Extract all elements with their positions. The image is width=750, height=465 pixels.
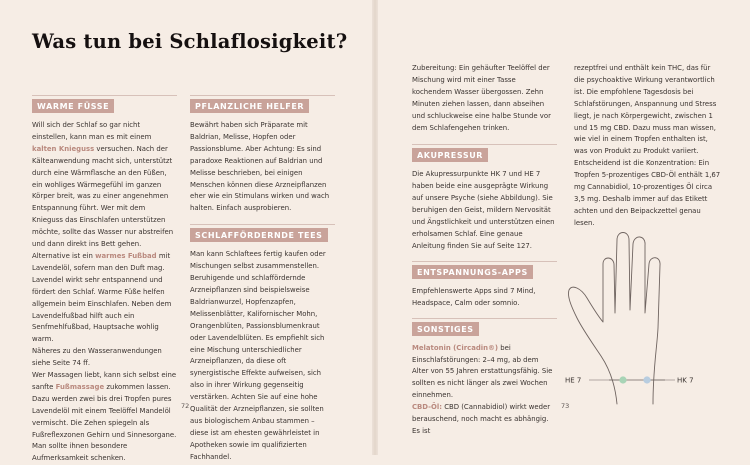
paragraph-akupressur: Die Akupressurpunkte HK 7 und HE 7 haben beide eine ausgeprägte Wirkung auf unsere Psyche (siehe Abbildung). Sie beruhigen den Geist, mildern Nervosität und Ängstlichkeit und unterstützen einen erholsamen Schlaf. Eine genaue Anleitung finden Sie auf Seite 127. bbox=[412, 170, 555, 250]
heading-akupressur: AKUPRESSUR bbox=[412, 148, 488, 162]
highlight-knieguss: kalten Knieguss bbox=[32, 144, 95, 153]
heading-schlaffoerdernde-tees: SCHLAFFÖRDERNDE TEES bbox=[190, 228, 328, 242]
paragraph-fussbad: Alternative ist ein warmes Fußbad mit Lavendelöl, sofern man den Duft mag. Lavendel wirkt sehr entspannend und fördert den Schlaf. Warme Füße helfen allgemein beim Einschlafen. Neben dem Lavendelfußbad hilft auch ein Senfmehlfußbad, Hauptsache wohlig warm. bbox=[32, 251, 172, 344]
page-number-right: 73 bbox=[561, 402, 570, 410]
heading-entspannungs-apps: ENTSPANNUNGS-APPS bbox=[412, 265, 533, 279]
label-hk7: HK 7 bbox=[677, 376, 694, 385]
paragraph-reference: Näheres zu den Wasseranwendungen siehe Seite 74 ff. bbox=[32, 347, 162, 368]
section-rule bbox=[412, 261, 557, 262]
paragraph-entspannungs-apps: Empfehlenswerte Apps sind 7 Mind, Headspace, Calm oder somnio. bbox=[412, 286, 536, 307]
book-gutter bbox=[372, 0, 378, 455]
paragraph-melatonin: Melatonin (Circadin®) bei Einschlafstörungen: 2–4 mg, ab dem Alter von 55 Jahren erstattungsfähig. Sie sollten es nicht länger als zwei Wochen einnehmen. bbox=[412, 343, 553, 400]
section-rule bbox=[412, 144, 557, 145]
paragraph-cbd: CBD-Öl: CBD (Cannabidiol) wirkt weder berauschend, noch macht es abhängig. Es ist bbox=[412, 403, 551, 435]
column-akupressur-apps bbox=[412, 63, 557, 438]
section-rule bbox=[190, 224, 335, 225]
highlight-fussbad: warmes Fußbad bbox=[95, 251, 157, 260]
paragraph-fussmassage: Wer Massagen liebt, kann sich selbst eine sanfte Fußmassage zukommen lassen. Dazu werden zwei bis drei Tropfen pures Lavendelöl mit einem Teelöffel Mandelöl vermischt. Die Zehen spiegeln als Fußreflexzonen Gehirn und Sinnesorgane. Man sollte ihnen besondere Aufmerksamkeit schenken. bbox=[32, 371, 177, 463]
page-title: Was tun bei Schlaflosigkeit? bbox=[32, 30, 348, 53]
section-rule bbox=[190, 95, 335, 96]
label-he7: HE 7 bbox=[565, 376, 582, 385]
highlight-melatonin: Melatonin (Circadin®) bbox=[412, 343, 499, 352]
paragraph-knieguss: Will sich der Schlaf so gar nicht einstellen, kann man es mit einem kalten Knieguss versuchen. Nach der Kälteanwendung macht sich, unterstützt durch eine Wärmflasche an den Füßen, ein wohliges Wärmegefühl im ganzen Körper breit, was zu einer angenehmen Entspannung führt. Wer mit dem Knieguss das Einschlafen unterstützen möchte, sollte das Wasser nur abstreifen und dann direkt ins Bett gehen. bbox=[32, 121, 174, 249]
column-helfer-tees bbox=[190, 95, 335, 464]
paragraph-zubereitung: Zubereitung: Ein gehäufter Teelöffel der Mischung wird mit einer Tasse kochendem Wasser übergossen. Zehn Minuten ziehen lassen, dann abseihen und schluckweise eine halbe Stunde vor dem Schlafengehen trinken. bbox=[412, 64, 551, 132]
highlight-fussmassage: Fußmassage bbox=[55, 382, 105, 391]
heading-pflanzliche-helfer: PFLANZLICHE HELFER bbox=[190, 99, 309, 113]
section-rule bbox=[32, 95, 177, 96]
section-rule bbox=[412, 318, 557, 319]
page-number-left: 72 bbox=[181, 402, 190, 410]
hand-acupressure-figure bbox=[565, 218, 725, 408]
column-warme-fuesse bbox=[32, 95, 177, 465]
heading-warme-fuesse: WARME FÜSSE bbox=[32, 99, 114, 113]
column-cbd-continued bbox=[574, 63, 721, 230]
paragraph-schlaffoerdernde-tees: Man kann Schlaftees fertig kaufen oder Mischungen selbst zusammenstellen. Beruhigende und schlaffördernde Arzneipflanzen sind beispielsweise Baldrianwurzel, Hopfenzapfen, Melissenblätter, Kalifornischer Mohn, Orangenblüten, Passionsblumenkraut oder Lavendelblüten. Es empfiehlt sich eine Mischung unterschiedlicher Arzneipflanzen, da diese oft synergistische Effekte aufweisen, sich also in ihrer Wirkung gegenseitig verstärken. Achten Sie auf eine hohe Qualität der Arzneipflanzen, sie sollten aus biologischem Anbau stammen – diese ist am ehesten gewährleistet in Apotheken sowie im qualifizierten Fachhandel. bbox=[190, 250, 326, 461]
point-he7 bbox=[619, 376, 626, 383]
point-hk7 bbox=[643, 376, 650, 383]
paragraph-cbd-continued: rezeptfrei und enthält kein THC, das für die psychoaktive Wirkung verantwortlich ist. Die empfohlene Tagesdosis bei Schlafstörungen, Anspannung und Stress liegt, je nach Körpergewicht, zwischen 1 und 15 mg CBD. Dazu muss man wissen, wie viel in einem Tropfen enthalten ist, was von Produkt zu Produkt variiert. Entscheidend ist die Konzentration: Ein Tropfen 5-prozentiges CBD-Öl enthält 1,67 mg Cannabidiol, 10-prozentiges Öl circa 3,5 mg. Deshalb immer auf das Etikett achten und den Beipackzettel genau lesen. bbox=[574, 64, 721, 227]
paragraph-pflanzliche-helfer: Bewährt haben sich Präparate mit Baldrian, Melisse, Hopfen oder Passionsblume. Aber Achtung: Es sind paradoxe Reaktionen auf Baldrian und Melisse beschrieben, bei einigen Menschen können diese Arzneipflanzen eher wie ein Stimulans wirken und wach halten. Einfach ausprobieren. bbox=[190, 121, 330, 213]
heading-sonstiges: SONSTIGES bbox=[412, 322, 479, 336]
highlight-cbd: CBD-Öl: bbox=[412, 403, 442, 412]
